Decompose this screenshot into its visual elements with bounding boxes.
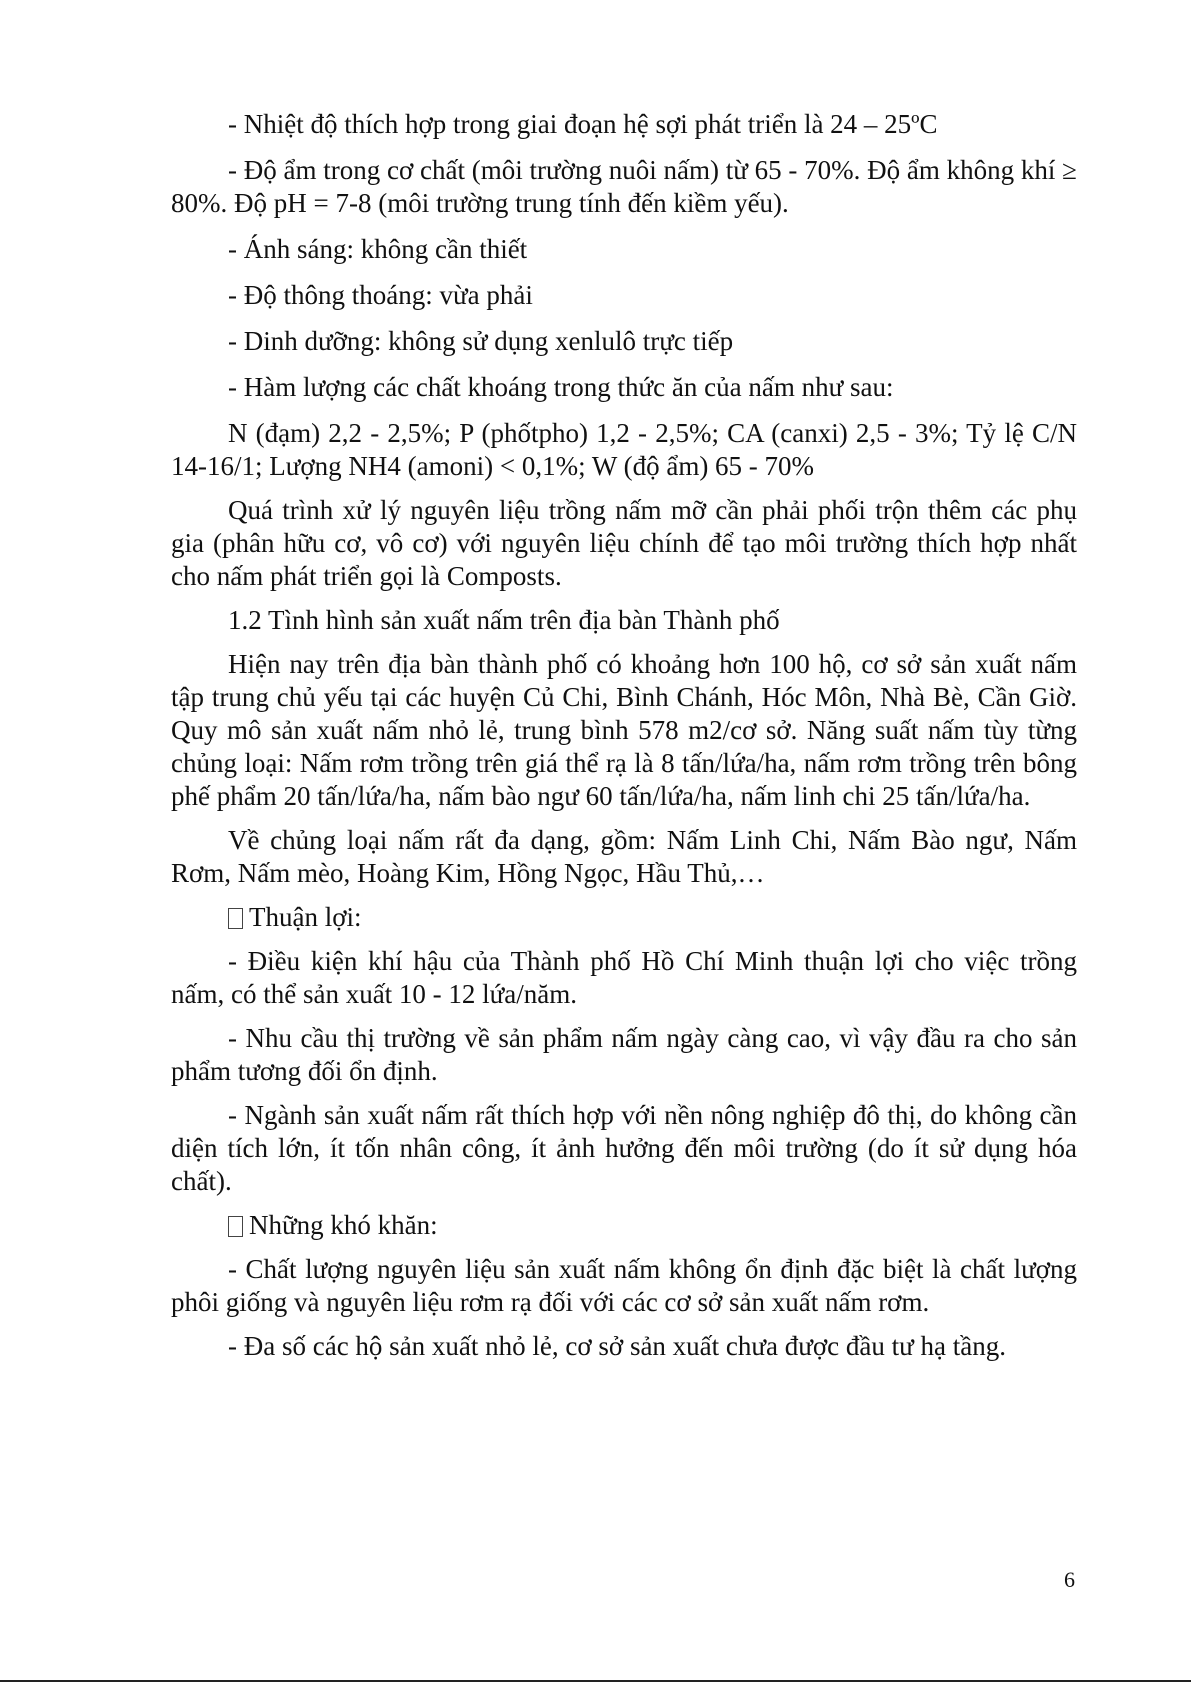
- paragraph-nutrition: - Dinh dưỡng: không sử dụng xenlulô trực tiếp: [228, 326, 734, 356]
- paragraph-light: - Ánh sáng: không cần thiết: [228, 234, 528, 264]
- page-number: 6: [1064, 1567, 1075, 1592]
- paragraph-temperature: - Nhiệt độ thích hợp trong giai đoạn hệ sợi phát triển là 24 – 25ºC: [228, 109, 938, 139]
- advantages-heading: [171, 901, 1077, 934]
- paragraph-minerals-intro: - Hàm lượng các chất khoáng trong thức ăn của nấm như sau:: [228, 372, 894, 402]
- paragraph-composts: Quá trình xử lý nguyên liệu trồng nấm mỡ cần phải phối trộn thêm các phụ gia (phân hữu cơ, vô cơ) với nguyên liệu chính để tạo môi trường thích hợp nhất cho nấm phát triển gọi là Composts.: [171, 495, 1077, 591]
- body-text: [171, 108, 1077, 1374]
- advantages-label: Thuận lợi:: [249, 902, 362, 932]
- paragraph-advantage-climate: - Điều kiện khí hậu của Thành phố Hồ Chí Minh thuận lợi cho việc trồng nấm, có thể sản xuất 10 - 12 lứa/năm.: [171, 946, 1077, 1009]
- difficulties-heading: [171, 1209, 1077, 1242]
- paragraph-difficulty-quality: - Chất lượng nguyên liệu sản xuất nấm không ổn định đặc biệt là chất lượng phôi giống và nguyên liệu rơm rạ đối với các cơ sở sản xuất nấm rơm.: [171, 1254, 1077, 1317]
- paragraph-advantage-urban: - Ngành sản xuất nấm rất thích hợp với nền nông nghiệp đô thị, do không cần diện tích lớn, ít tốn nhân công, ít ảnh hưởng đến môi trường (do ít sử dụng hóa chất).: [171, 1100, 1077, 1196]
- footer-divider: [0, 1680, 1191, 1682]
- paragraph-production-status: Hiện nay trên địa bàn thành phố có khoảng hơn 100 hộ, cơ sở sản xuất nấm tập trung chủ yếu tại các huyện Củ Chi, Bình Chánh, Hóc Môn, Nhà Bè, Cần Giờ. Quy mô sản xuất nấm nhỏ lẻ, trung bình 578 m2/cơ sở. Năng suất nấm tùy từng chủng loại: Nấm rơm trồng trên giá thể rạ là 8 tấn/lứa/ha, nấm rơm trồng trên bông phế phẩm 20 tấn/lứa/ha, nấm bào ngư 60 tấn/lứa/ha, nấm linh chi 25 tấn/lứa/ha.: [171, 649, 1077, 811]
- paragraph-varieties: Về chủng loại nấm rất đa dạng, gồm: Nấm Linh Chi, Nấm Bào ngư, Nấm Rơm, Nấm mèo, Hoàng Kim, Hồng Ngọc, Hầu Thủ,…: [171, 825, 1077, 888]
- checkbox-bullet-icon: [228, 1216, 243, 1237]
- difficulties-label: Những khó khăn:: [249, 1210, 438, 1240]
- paragraph-minerals-values: N (đạm) 2,2 - 2,5%; P (phốtpho) 1,2 - 2,5%; CA (canxi) 2,5 - 3%; Tỷ lệ C/N 14-16/1; Lượng NH4 (amoni) < 0,1%; W (độ ẩm) 65 - 70%: [171, 418, 1077, 481]
- paragraph-difficulty-infrastructure: - Đa số các hộ sản xuất nhỏ lẻ, cơ sở sản xuất chưa được đầu tư hạ tầng.: [228, 1331, 1007, 1361]
- paragraph-advantage-market: - Nhu cầu thị trường về sản phẩm nấm ngày càng cao, vì vậy đầu ra cho sản phẩm tương đối ổn định.: [171, 1023, 1077, 1086]
- paragraph-humidity: - Độ ẩm trong cơ chất (môi trường nuôi nấm) từ 65 - 70%. Độ ẩm không khí ≥ 80%. Độ pH = 7-8 (môi trường trung tính đến kiềm yếu).: [171, 155, 1077, 218]
- checkbox-bullet-icon: [228, 908, 243, 929]
- paragraph-ventilation: - Độ thông thoáng: vừa phải: [228, 280, 533, 310]
- section-heading: 1.2 Tình hình sản xuất nấm trên địa bàn Thành phố: [228, 605, 780, 635]
